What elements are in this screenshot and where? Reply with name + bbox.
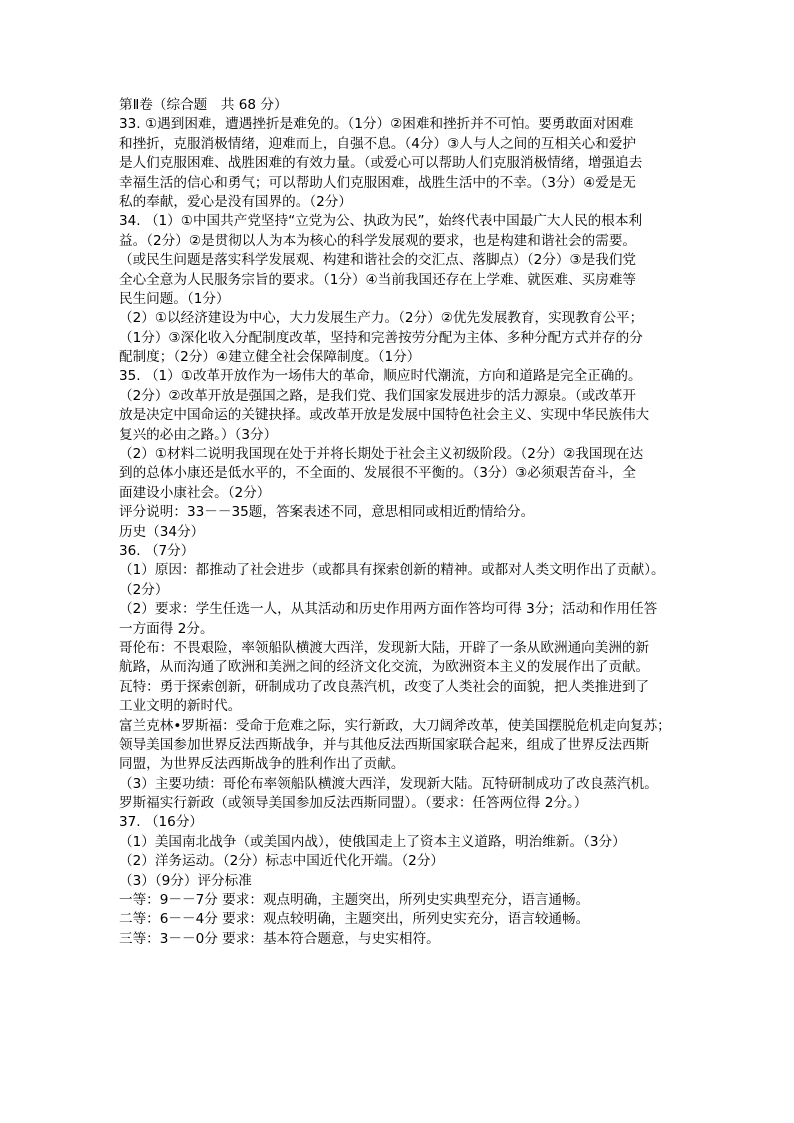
- text-line: 面建设小康社会。（2分）: [119, 484, 271, 501]
- text-line: 配制度；（2分）④建立健全社会保障制度。（1分）: [119, 349, 421, 366]
- text-line: （1分）③深化收入分配制度改革，坚持和完善按劳分配为主体、多种分配方式并存的分: [119, 329, 643, 346]
- text-line: （3）主要功绩：哥伦布率领船队横渡大西洋，发现新大陆。瓦特研制成功了改良蒸汽机。: [119, 775, 658, 792]
- text-line: 评分说明：33－－35题，答案表述不同，意思相同或相近酌情给分。: [119, 504, 535, 521]
- text-line: 33. ①遇到困难，遭遇挫折是难免的。（1分）②困难和挫折并不可怕。要勇敢面对困难: [119, 116, 634, 133]
- text-line: 和挫折，克服消极情绪，迎难而上，自强不息。（4分）③人与人之间的互相关心和爱护: [119, 135, 637, 152]
- text-line: 一等：9－－7分 要求：观点明确，主题突出，所列史实典型充分，语言通畅。: [119, 892, 590, 909]
- text-line: 历史（34分）: [119, 523, 205, 540]
- text-line: （3）（9分）评分标准: [119, 872, 252, 889]
- text-line: 三等：3－－0分 要求：基本符合题意，与史实相符。: [119, 930, 440, 947]
- text-line: 36. （7分）: [119, 542, 195, 559]
- text-line: 私的奉献，爱心是没有国界的。（2分）: [119, 193, 352, 210]
- text-line: （2）①以经济建设为中心，大力发展生产力。（2分）②优先发展教育，实现教育公平；: [119, 310, 644, 327]
- text-line: （2分）: [119, 581, 169, 598]
- text-line: 35. （1）①改革开放作为一场伟大的革命，顺应时代潮流，方向和道路是完全正确的。: [119, 368, 642, 385]
- text-line: 幸福生活的信心和勇气；可以帮助人们克服困难，战胜生活中的不幸。（3分）④爱是无: [119, 174, 637, 191]
- text-line: （2分）②改革开放是强国之路，是我们党、我们国家发展进步的活力源泉。（或改革开: [119, 387, 637, 404]
- text-line: 一方面得 2分。: [119, 620, 214, 637]
- text-line: 同盟，为世界反法西斯战争的胜利作出了贡献。: [119, 756, 405, 773]
- text-line: （1）美国南北战争（或美国内战），使俄国走上了资本主义道路，明治维新。（3分）: [119, 833, 626, 850]
- answer-key-document: [119, 96, 679, 949]
- text-line: 领导美国参加世界反法西斯战争，并与其他反法西斯国家联合起来，组成了世界反法西斯: [119, 736, 650, 753]
- text-line: （2）要求：学生任选一人，从其活动和历史作用两方面作答均可得 3分；活动和作用任答: [119, 601, 658, 618]
- text-line: 哥伦布：不畏艰险，率领船队横渡大西洋，发现新大陆，开辟了一条从欧洲通向美洲的新: [119, 639, 650, 656]
- text-line: 瓦特：勇于探索创新，研制成功了改良蒸汽机，改变了人类社会的面貌，把人类推进到了: [119, 678, 650, 695]
- text-line: 34. （1）①中国共产党坚持“立党为公、执政为民”，始终代表中国最广大人民的根本利: [119, 213, 643, 230]
- text-line: 富兰克林•罗斯福：受命于危难之际，实行新政，大刀阔斧改革，使美国摆脱危机走向复苏；: [119, 717, 671, 734]
- text-line: 民生问题。（1分）: [119, 290, 230, 307]
- text-line: （1）原因：都推动了社会进步（或都具有探索创新的精神。或都对人类文明作出了贡献）。: [119, 562, 665, 579]
- text-line: 是人们克服困难、战胜困难的有效力量。（或爱心可以帮助人们克服消极情绪，增强追去: [119, 155, 643, 172]
- text-line: 二等：6－－4分 要求：观点较明确，主题突出，所列史实充分，语言较通畅。: [119, 911, 590, 928]
- text-line: （或民生问题是落实科学发展观、构建和谐社会的交汇点、落脚点）（2分）③是我们党: [119, 252, 637, 269]
- text-line: 37. （16分）: [119, 814, 204, 831]
- text-line: 到的总体小康还是低水平的，不全面的、发展很不平衡的。（3分）③必须艰苦奋斗，全: [119, 465, 637, 482]
- text-line: 益。（2分）②是贯彻以人为本为核心的科学发展观的要求，也是构建和谐社会的需要。: [119, 232, 637, 249]
- text-line: 放是决定中国命运的关键抉择。或改革开放是发展中国特色社会主义、实现中华民族伟大: [119, 407, 650, 424]
- text-line: 复兴的必由之路。）（3分）: [119, 426, 278, 443]
- text-line: 全心全意为人民服务宗旨的要求。（1分）④当前我国还存在上学难、就医难、买房难等: [119, 271, 637, 288]
- text-line: 工业文明的新时代。: [119, 698, 242, 715]
- text-line: 第Ⅱ卷（综合题 共 68 分）: [119, 97, 288, 113]
- text-line: 罗斯福实行新政（或领导美国参加反法西斯同盟）。（要求：任答两位得 2分。）: [119, 795, 588, 812]
- text-line: （2）洋务运动。（2分）标志中国近代化开端。（2分）: [119, 853, 445, 870]
- text-line: 航路，从而沟通了欧洲和美洲之间的经济文化交流，为欧洲资本主义的发展作出了贡献。: [119, 659, 650, 676]
- text-line: （2）①材料二说明我国现在处于并将长期处于社会主义初级阶段。（2分）②我国现在达: [119, 446, 644, 463]
